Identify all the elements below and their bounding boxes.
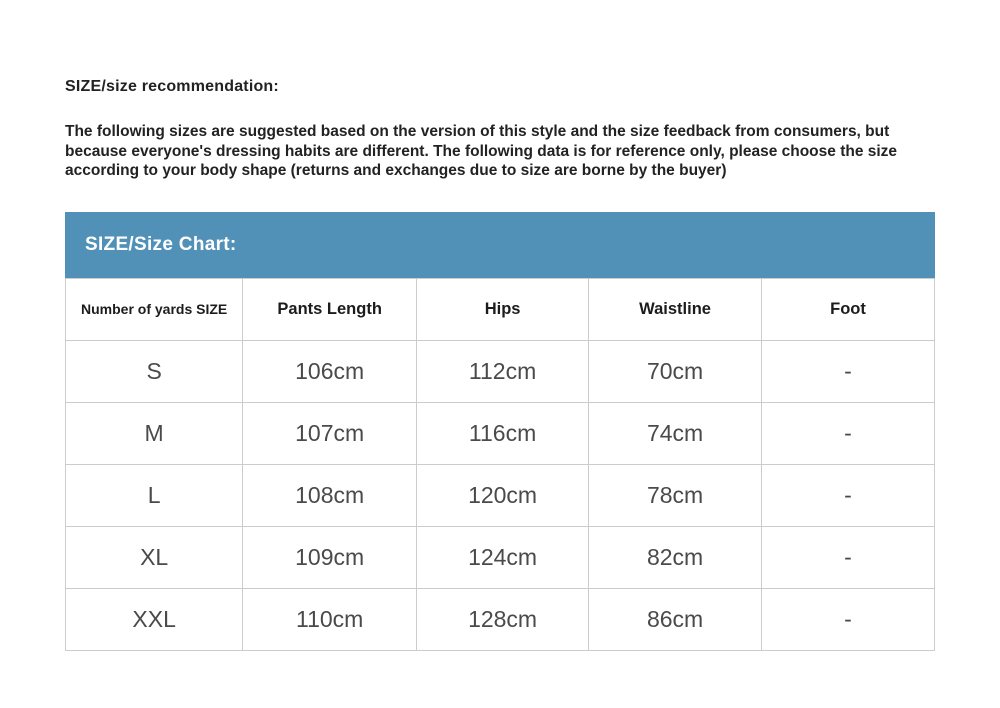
table-cell: 108cm [243, 464, 417, 526]
table-cell: XXL [66, 588, 243, 650]
table-cell: 78cm [589, 464, 762, 526]
table-cell: 112cm [417, 340, 589, 402]
column-header: Foot [762, 278, 935, 340]
table-cell: - [762, 402, 935, 464]
table-cell: - [762, 588, 935, 650]
column-header: Number of yards SIZE [66, 278, 243, 340]
table-cell: 128cm [417, 588, 589, 650]
table-cell: 120cm [417, 464, 589, 526]
table-cell: 70cm [589, 340, 762, 402]
table-cell: 107cm [243, 402, 417, 464]
table-row [66, 464, 935, 526]
table-cell: 82cm [589, 526, 762, 588]
table-row [66, 526, 935, 588]
table-cell: 74cm [589, 402, 762, 464]
column-header: Pants Length [243, 278, 417, 340]
column-header: Waistline [589, 278, 762, 340]
table-cell: - [762, 464, 935, 526]
table-cell: 86cm [589, 588, 762, 650]
size-chart-header-row [66, 278, 935, 340]
table-cell: 110cm [243, 588, 417, 650]
size-recommendation-text: The following sizes are suggested based on the version of this style and the size feedback from consumers, but because everyone's dressing habits are different. The following data is for reference only, please choose the size according to your body shape (returns and exchanges due to size are borne by the buyer) [65, 123, 898, 179]
table-row [66, 340, 935, 402]
table-cell: L [66, 464, 243, 526]
table-cell: 116cm [417, 402, 589, 464]
size-chart-body [66, 340, 935, 650]
column-header: Hips [417, 278, 589, 340]
table-cell: XL [66, 526, 243, 588]
table-cell: 106cm [243, 340, 417, 402]
table-cell: 124cm [417, 526, 589, 588]
table-row [66, 588, 935, 650]
table-cell: - [762, 526, 935, 588]
size-chart-table [65, 278, 935, 651]
size-chart-title-bar [65, 212, 935, 278]
table-cell: S [66, 340, 243, 402]
size-recommendation-heading: SIZE/size recommendation: [65, 78, 279, 95]
table-row [66, 402, 935, 464]
size-chart-title: SIZE/Size Chart: [85, 233, 237, 255]
table-cell: M [66, 402, 243, 464]
table-cell: 109cm [243, 526, 417, 588]
table-cell: - [762, 340, 935, 402]
